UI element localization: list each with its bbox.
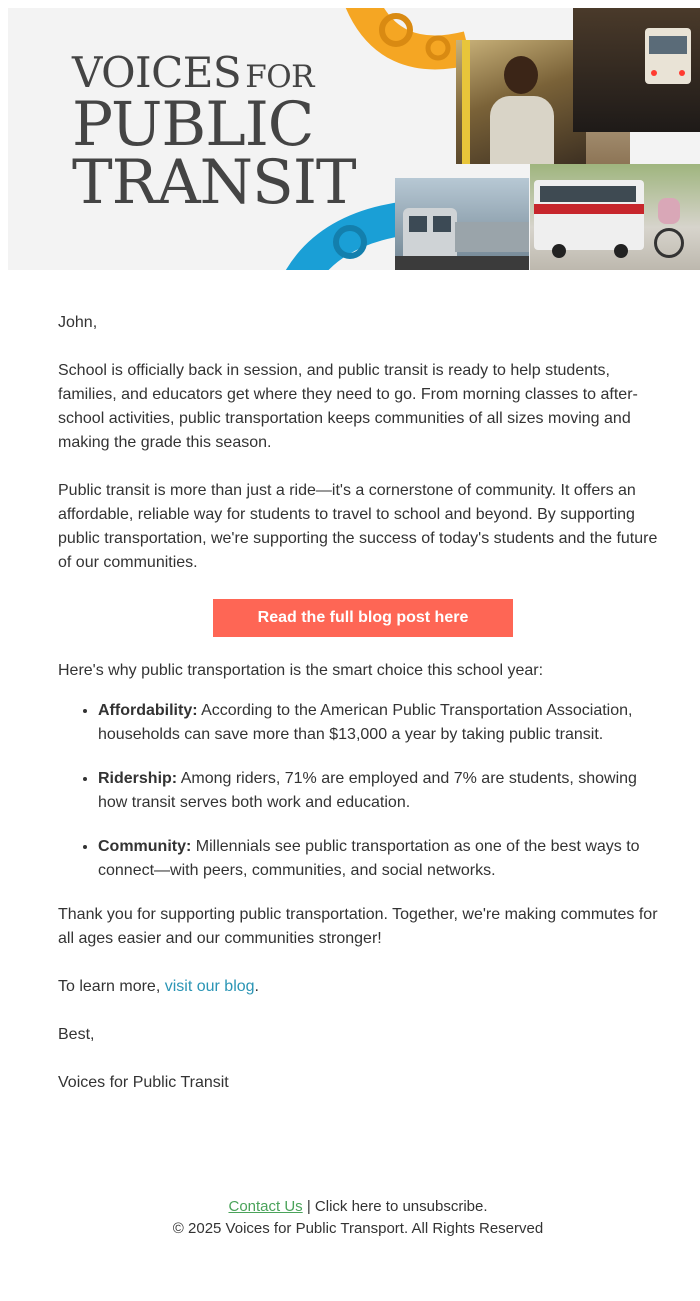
orange-arc xyxy=(360,8,468,52)
footer-links xyxy=(0,1196,700,1218)
list-item-affordability xyxy=(98,699,668,747)
list-item-text: According to the American Public Transportation Association, households can save more than $13,000 a year by taking public transit. xyxy=(98,702,633,743)
list-item-title: Ridership: xyxy=(98,770,178,787)
list-item-title: Community: xyxy=(98,838,192,855)
logo-line-public: PUBLIC xyxy=(72,89,314,160)
photo-rider-smiling xyxy=(456,40,586,164)
list-item-ridership xyxy=(98,767,668,815)
list-intro: Here's why public transportation is the smart choice this school year: xyxy=(58,662,544,679)
community-paragraph: Public transit is more than just a ride—it's a cornerstone of community. It offers an affordable, reliable way for students to travel to school and beyond. By supporting public transportation, we're supporting the success of today's students and the future of our communities. xyxy=(58,482,658,571)
visit-blog-link[interactable]: visit our blog xyxy=(164,978,255,995)
logo-line-voices: VOICES FOR xyxy=(72,48,314,97)
photo-elevated-train xyxy=(395,178,529,270)
list-item-community xyxy=(98,835,668,883)
unsubscribe-link[interactable]: Click here to unsubscribe. xyxy=(314,1198,488,1215)
photo-bus-night xyxy=(573,8,700,132)
reasons-list xyxy=(58,699,668,883)
brand-logo xyxy=(72,48,356,218)
logo-line-transit: TRANSIT xyxy=(72,147,356,218)
footer-separator: | xyxy=(302,1198,315,1215)
email-body xyxy=(58,311,668,1119)
copyright: © 2025 Voices for Public Transport. All Rights Reserved xyxy=(172,1220,544,1237)
header-banner xyxy=(8,8,700,270)
greeting: John, xyxy=(58,314,98,331)
learn-more-prefix: To learn more, xyxy=(58,978,165,995)
list-item-text: Among riders, 71% are employed and 7% are students, showing how transit serves both work and education. xyxy=(98,770,637,811)
list-item-text: Millennials see public transportation as one of the best ways to connect—with peers, communities, and social networks. xyxy=(98,838,640,879)
intro-paragraph: School is officially back in session, and public transit is ready to help students, families, and educators get where they need to go. From morning classes to after-school activities, public transportation keeps communities of all sizes moving and making the grade this season. xyxy=(58,362,638,451)
signature: Voices for Public Transit xyxy=(58,1074,229,1091)
thanks-paragraph: Thank you for supporting public transportation. Together, we're making commutes for all ages easier and our communities stronger! xyxy=(58,906,658,947)
email-footer xyxy=(0,1196,700,1240)
read-blog-post-button[interactable]: Read the full blog post here xyxy=(213,599,513,637)
list-item-title: Affordability: xyxy=(98,702,198,719)
learn-more-suffix: . xyxy=(254,978,259,995)
learn-more-line xyxy=(58,975,668,999)
contact-us-link[interactable]: Contact Us xyxy=(228,1198,303,1215)
cta-container xyxy=(58,599,668,637)
signoff: Best, xyxy=(58,1026,95,1043)
photo-bus-wheelchair xyxy=(530,164,700,270)
